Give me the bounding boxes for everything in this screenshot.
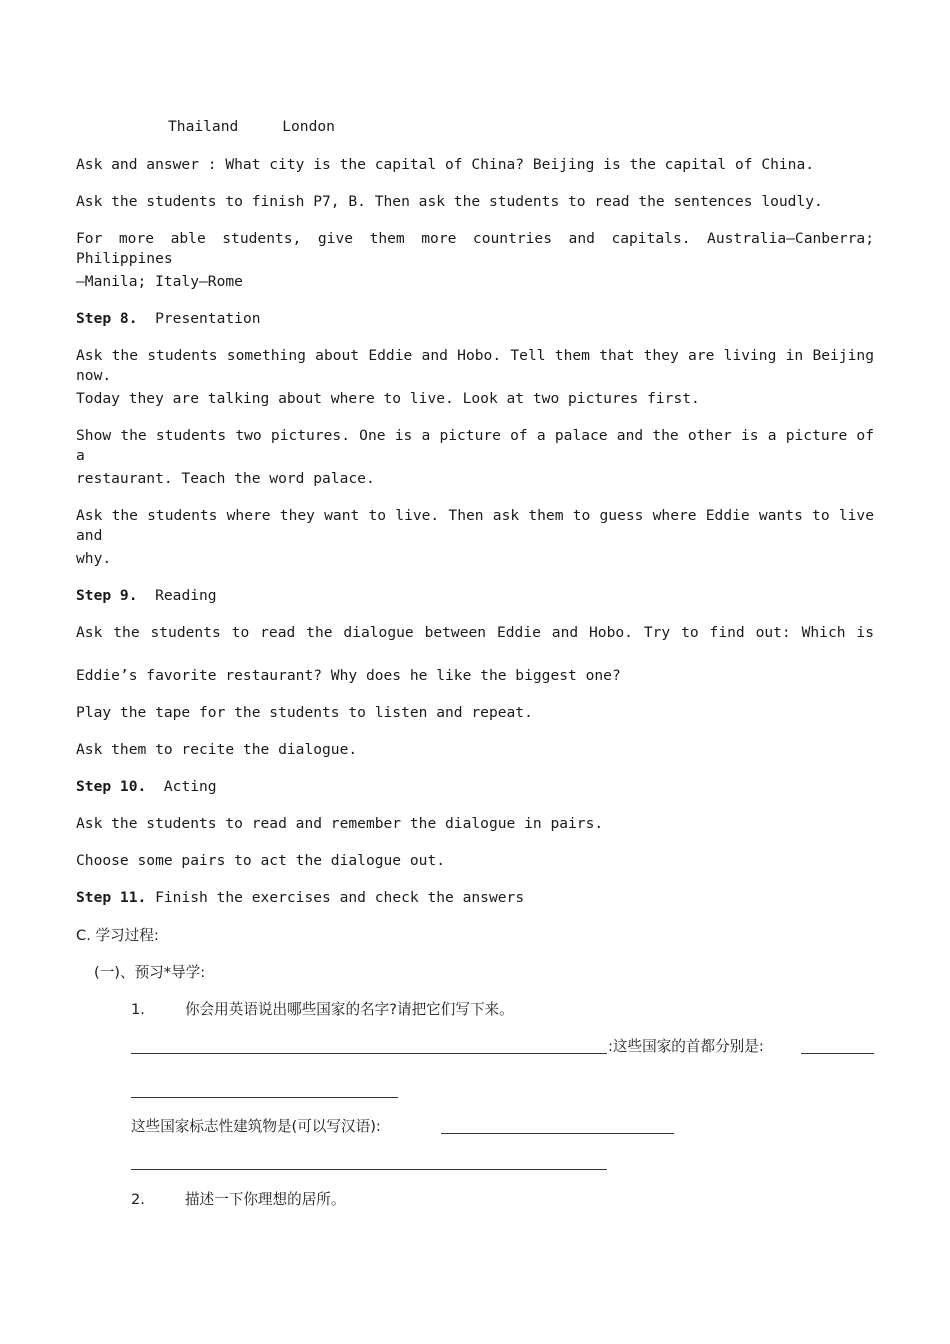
paragraph-line: Today they are talking about where to live. Look at two pictures first. (76, 390, 700, 407)
answer-blank-line[interactable] (131, 1169, 607, 1170)
step-title: Reading (155, 587, 217, 604)
paragraph-line: Ask the students to read and remember the dialogue in pairs. (76, 815, 604, 832)
paragraph-line: —Manila; Italy—Rome (76, 273, 243, 290)
paragraph-line: Ask them to recite the dialogue. (76, 741, 358, 758)
paragraph-line: For more able students, give them more countries and capitals. Australia—Canberra; Philippines (76, 230, 874, 267)
paragraph-line: Ask and answer : What city is the capital of China? Beijing is the capital of China. (76, 156, 815, 173)
paragraph-line: Ask the students to finish P7, B. Then ask the students to read the sentences loudly. (76, 193, 823, 210)
paragraph-line: Show the students two pictures. One is a picture of a palace and the other is a picture of a (76, 427, 874, 464)
question-2 (131, 1190, 345, 1210)
section-c-heading: C. 学习过程: (76, 927, 159, 944)
question-number: 1. (131, 1001, 145, 1018)
paragraph-line: Ask the students to read the dialogue between Eddie and Hobo. Try to find out: Which is (76, 624, 874, 641)
step-10-heading (76, 777, 217, 797)
paragraph-line: Eddie’s favorite restaurant? Why does he like the biggest one? (76, 667, 621, 684)
step-11-heading (76, 888, 524, 908)
capitals-prompt: :这些国家的首都分别是: (608, 1038, 764, 1055)
landmarks-prompt: 这些国家标志性建筑物是(可以写汉语): (131, 1118, 381, 1135)
country-list-line: Thailand London (168, 118, 335, 135)
subsection-heading: (一)、预习*导学: (94, 964, 206, 981)
paragraph-line: restaurant. Teach the word palace. (76, 470, 375, 487)
step-title: Presentation (155, 310, 261, 327)
step-text: Finish the exercises and check the answers (155, 889, 525, 906)
step-label: Step 11. (76, 889, 147, 906)
step-title: Acting (163, 778, 217, 795)
step-label: Step 9. (76, 587, 138, 604)
paragraph-line: why. (76, 550, 112, 567)
answer-blank-line[interactable] (131, 1097, 398, 1098)
paragraph-line: Ask the students where they want to live. Then ask them to guess where Eddie wants to live and (76, 507, 874, 544)
question-number: 2. (131, 1191, 145, 1208)
paragraph-line: Play the tape for the students to listen and repeat. (76, 704, 533, 721)
step-8-heading (76, 309, 261, 329)
answer-blank-line[interactable] (131, 1053, 607, 1054)
paragraph-line: Choose some pairs to act the dialogue out. (76, 852, 446, 869)
answer-blank-line[interactable] (801, 1053, 874, 1054)
answer-blank-line[interactable] (441, 1133, 674, 1134)
step-label: Step 10. (76, 778, 147, 795)
question-text: 描述一下你理想的居所。 (184, 1191, 346, 1208)
question-1 (131, 1000, 514, 1020)
question-text: 你会用英语说出哪些国家的名字?请把它们写下来。 (184, 1001, 514, 1018)
step-9-heading (76, 586, 217, 606)
paragraph-line: Ask the students something about Eddie and Hobo. Tell them that they are living in Beijing now. (76, 347, 874, 384)
step-label: Step 8. (76, 310, 138, 327)
